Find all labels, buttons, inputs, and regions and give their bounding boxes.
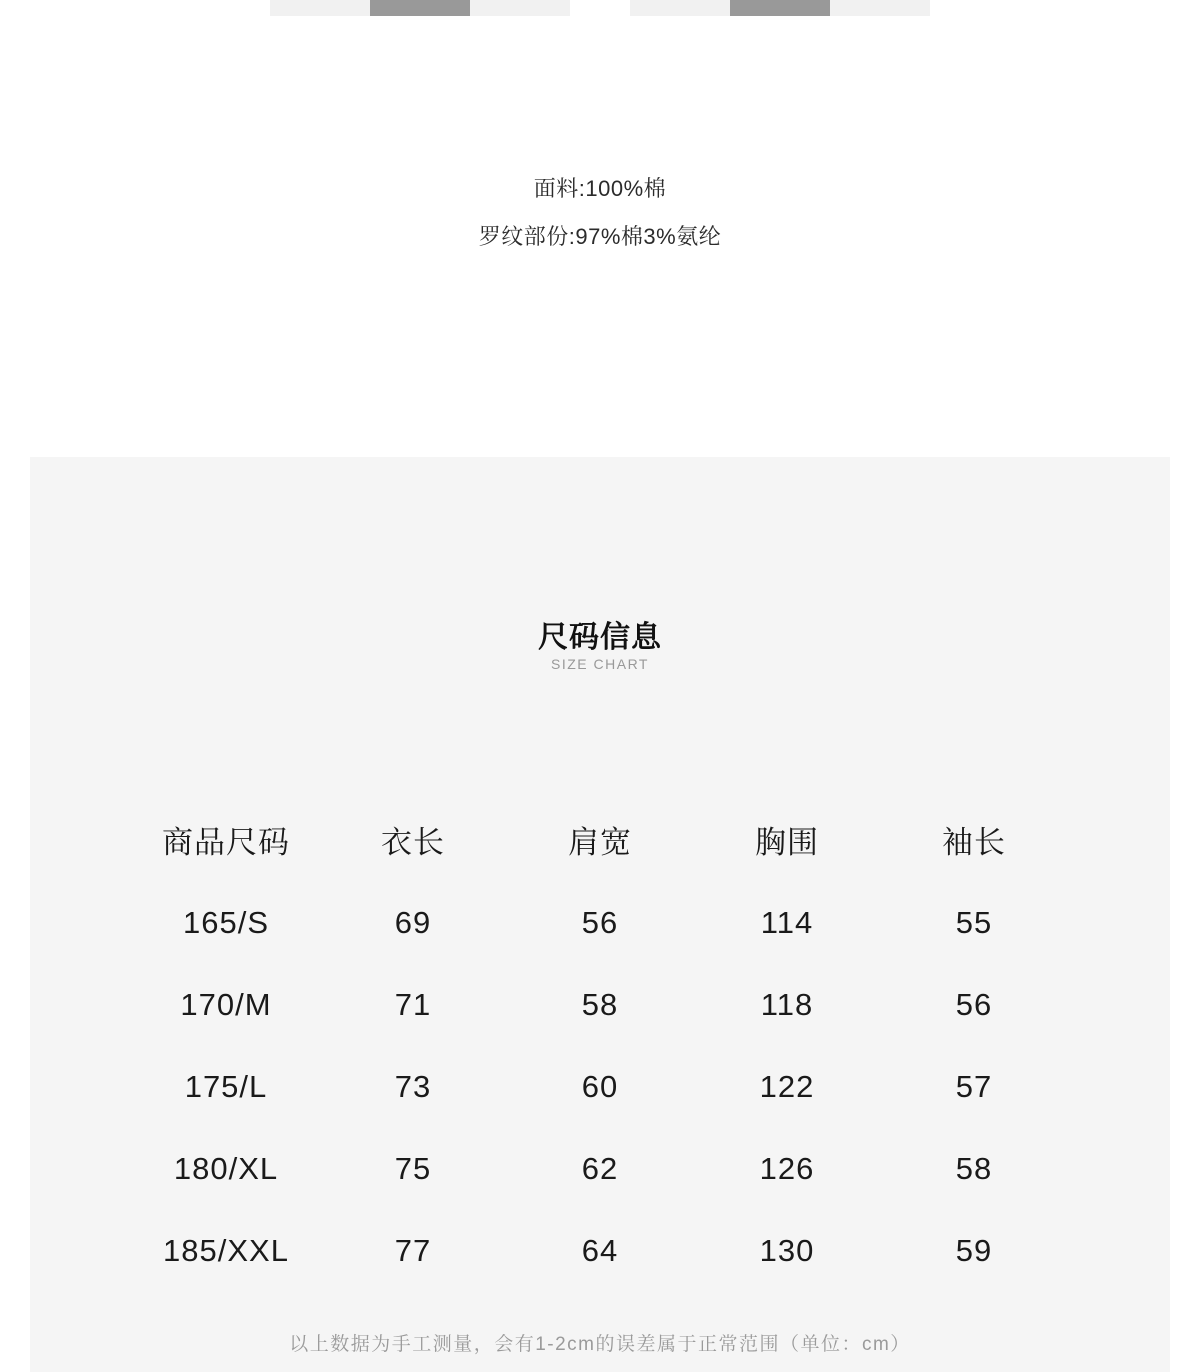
cell-sleeve: 55 bbox=[955, 905, 993, 940]
cell-size: 170/M bbox=[180, 987, 272, 1022]
size-table-header bbox=[30, 817, 1170, 905]
cell-chest: 122 bbox=[759, 1069, 815, 1104]
cell-chest: 118 bbox=[760, 987, 814, 1022]
cell-chest: 126 bbox=[759, 1151, 815, 1186]
image-slider-indicator-left[interactable] bbox=[270, 0, 570, 16]
table-row bbox=[30, 905, 1170, 987]
table-row bbox=[30, 1151, 1170, 1233]
cell-length: 75 bbox=[394, 1151, 432, 1186]
cell-shoulder: 62 bbox=[581, 1151, 619, 1186]
cell-size: 180/XL bbox=[173, 1151, 279, 1186]
cell-length: 73 bbox=[394, 1069, 432, 1104]
slider-thumb[interactable] bbox=[370, 0, 470, 16]
cell-shoulder: 56 bbox=[581, 905, 619, 940]
cell-sleeve: 56 bbox=[955, 987, 993, 1022]
cell-chest: 130 bbox=[759, 1233, 815, 1268]
cell-length: 71 bbox=[394, 987, 432, 1022]
cell-length: 69 bbox=[394, 905, 432, 940]
cell-shoulder: 64 bbox=[581, 1233, 619, 1268]
cell-sleeve: 58 bbox=[955, 1151, 993, 1186]
size-table bbox=[30, 817, 1170, 1315]
header-length: 衣长 bbox=[381, 825, 445, 860]
table-row bbox=[30, 1233, 1170, 1315]
slider-thumb[interactable] bbox=[730, 0, 830, 16]
material-fabric-text: 面料:100%棉 bbox=[533, 176, 667, 201]
cell-size: 165/S bbox=[182, 905, 269, 940]
table-row bbox=[30, 1069, 1170, 1151]
measurement-footnote: 以上数据为手工测量，会有1-2cm的误差属于正常范围（单位：cm） bbox=[289, 1334, 911, 1355]
size-chart-subtitle: SIZE CHART bbox=[551, 656, 649, 672]
cell-size: 175/L bbox=[184, 1069, 268, 1104]
header-sleeve: 袖长 bbox=[942, 825, 1006, 860]
table-row bbox=[30, 987, 1170, 1069]
cell-sleeve: 57 bbox=[955, 1069, 993, 1104]
header-shoulder: 肩宽 bbox=[568, 825, 632, 860]
cell-sleeve: 59 bbox=[955, 1233, 993, 1268]
cell-shoulder: 60 bbox=[581, 1069, 619, 1104]
image-slider-indicator-right[interactable] bbox=[630, 0, 930, 16]
header-chest: 胸围 bbox=[755, 825, 819, 860]
cell-length: 77 bbox=[394, 1233, 432, 1268]
cell-chest: 114 bbox=[760, 905, 814, 940]
header-size: 商品尺码 bbox=[162, 825, 290, 860]
cell-shoulder: 58 bbox=[581, 987, 619, 1022]
cell-size: 185/XXL bbox=[163, 1233, 289, 1268]
material-rib-text: 罗纹部份:97%棉3%氨纶 bbox=[478, 224, 722, 249]
size-chart-title: 尺码信息 bbox=[538, 621, 662, 654]
size-chart-panel bbox=[30, 457, 1170, 1372]
